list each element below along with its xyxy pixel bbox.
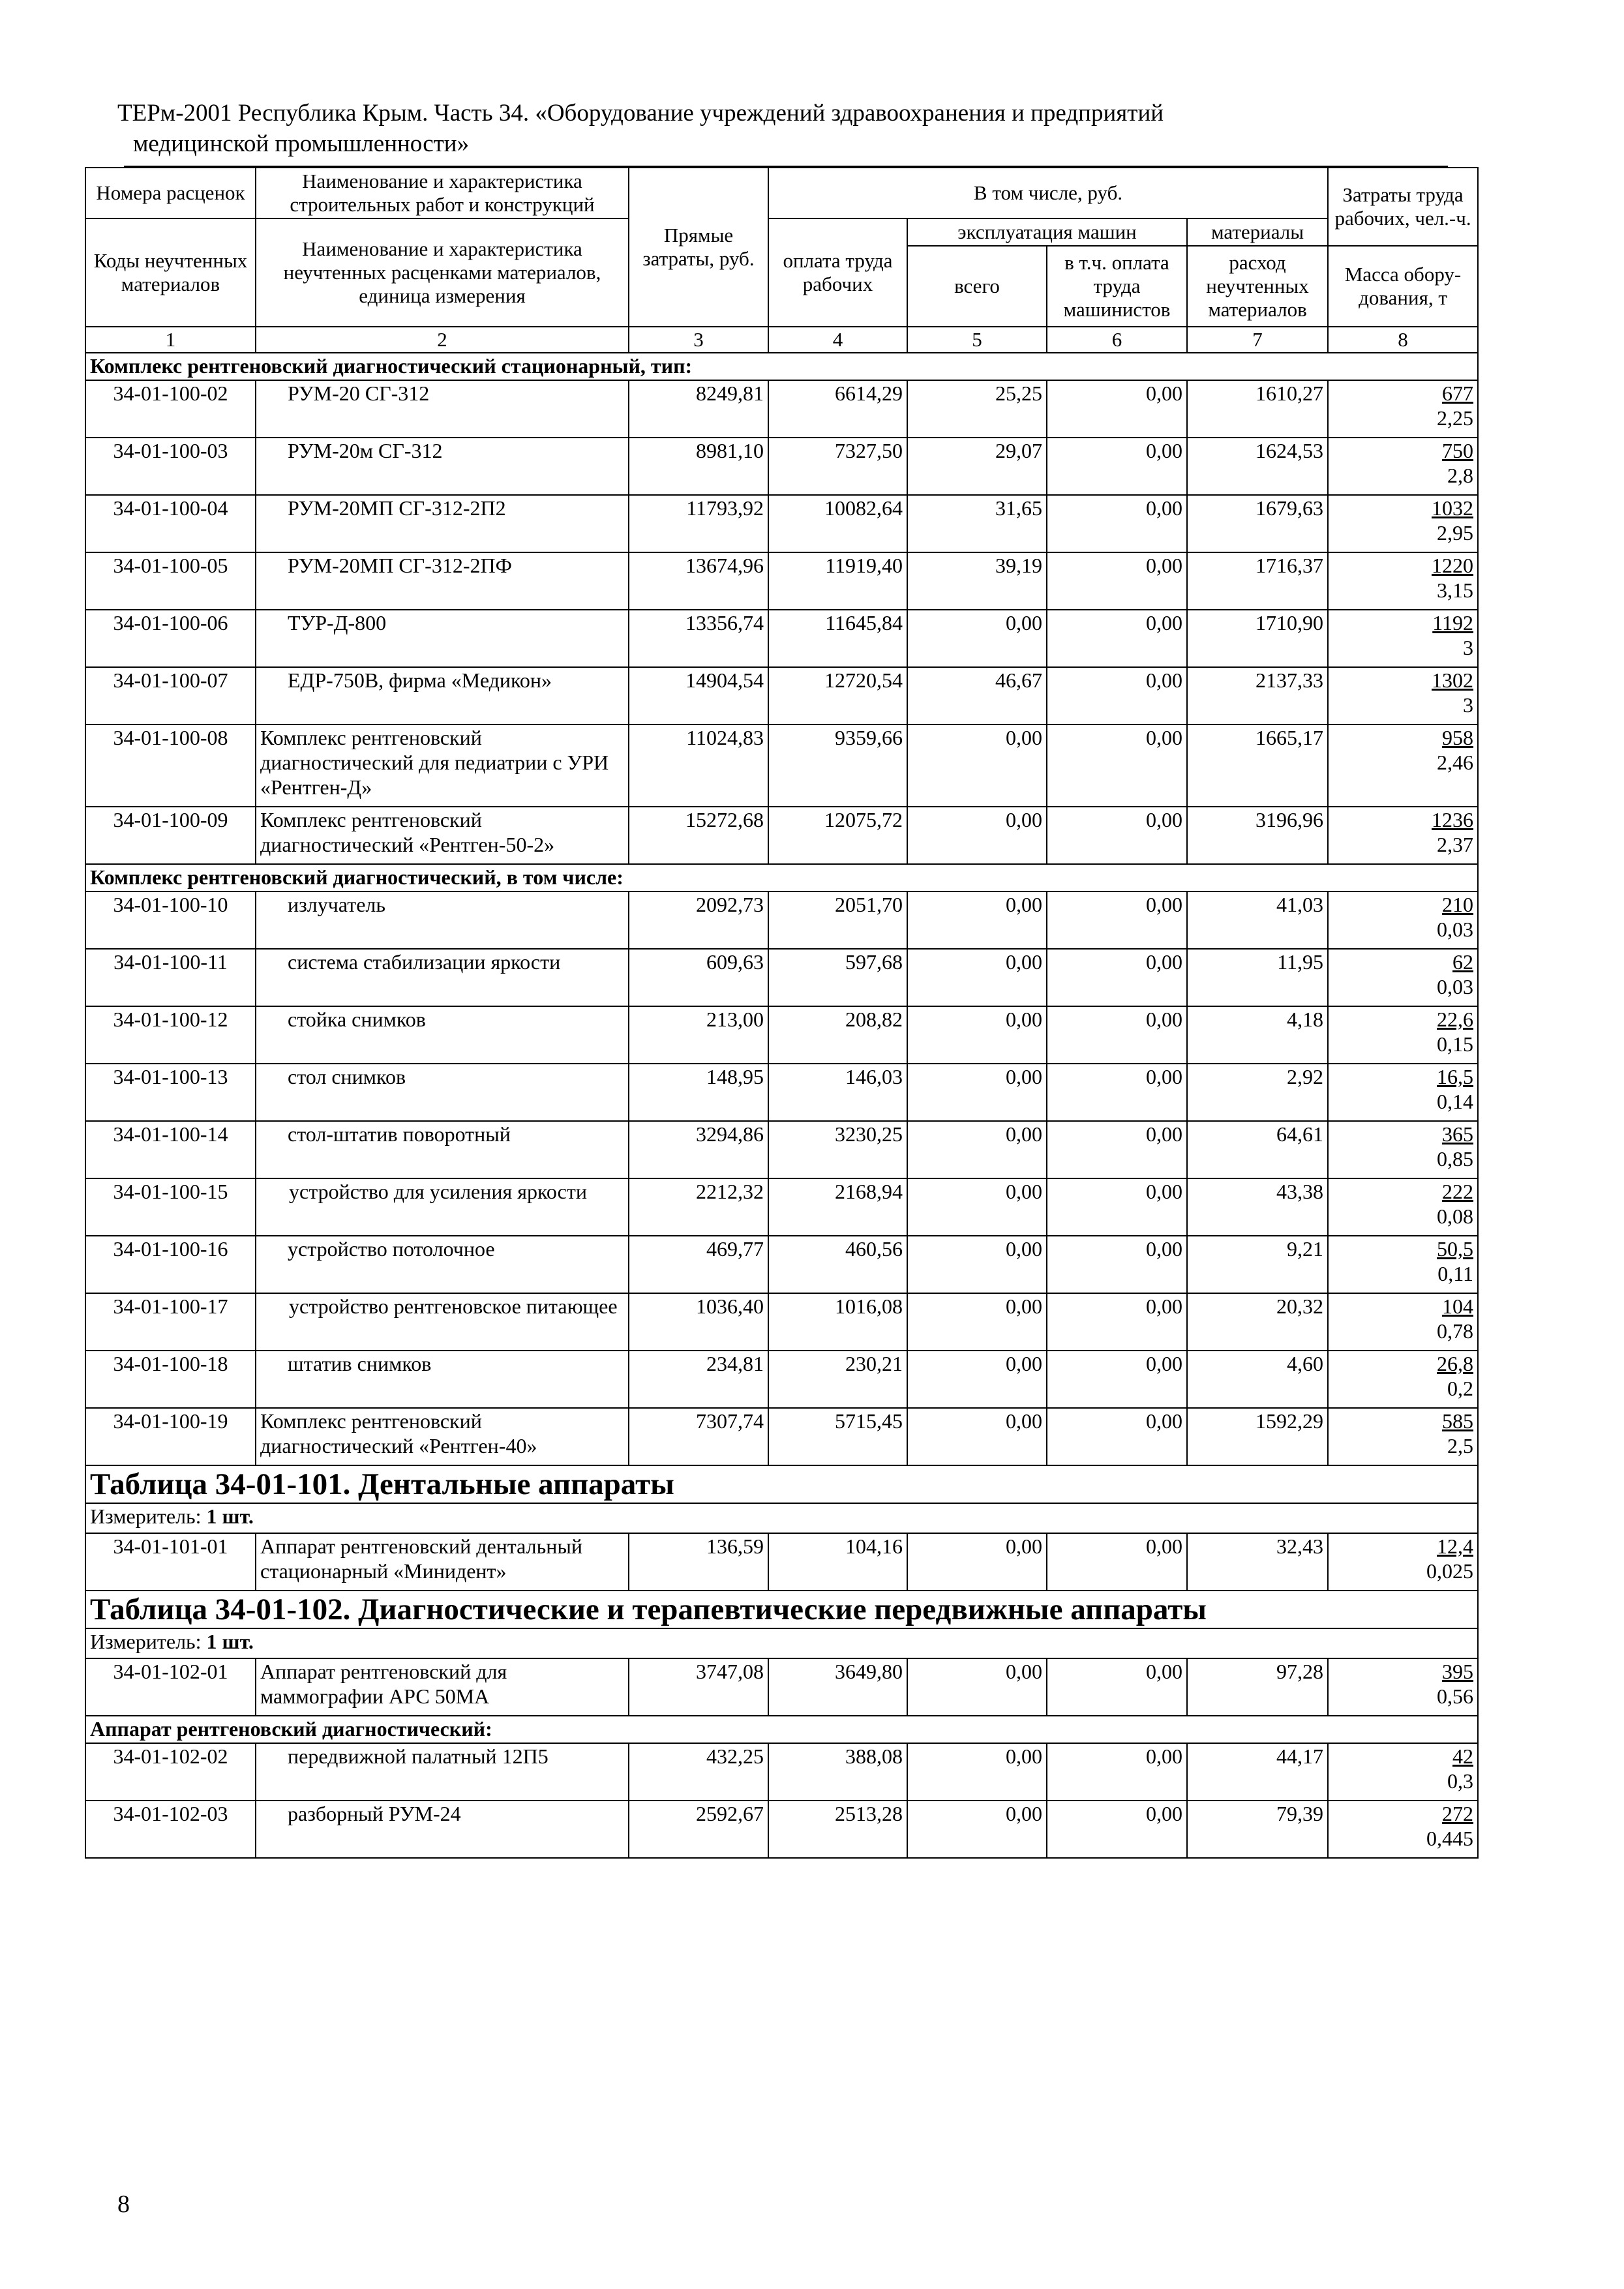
equipment-mass: 2,46 (1437, 751, 1474, 774)
rate-name: Аппарат рентгеновский для маммографии АРС 50МА (256, 1658, 629, 1716)
equipment-mass: 0,85 (1437, 1147, 1474, 1171)
labor-hours: 272 (1442, 1802, 1474, 1825)
rate-name: стол снимков (256, 1064, 629, 1121)
rate-name: разборный РУМ-24 (256, 1801, 629, 1858)
meter (85, 1503, 1478, 1533)
section-heading-row (85, 1716, 1478, 1743)
direct-costs: 2592,67 (629, 1801, 768, 1858)
labor-mass-cell (1328, 949, 1478, 1006)
materials: 1710,90 (1187, 610, 1328, 667)
labor-hours: 42 (1452, 1744, 1474, 1768)
rate-code: 34-01-100-02 (85, 380, 256, 438)
direct-costs: 432,25 (629, 1743, 768, 1801)
machines-total: 46,67 (907, 667, 1047, 725)
table-title: Таблица 34-01-101. Дентальные аппараты (85, 1465, 1478, 1503)
rate-name: стойка снимков (256, 1006, 629, 1064)
col8-top: Затраты труда рабочих, чел.-ч. (1328, 168, 1478, 246)
rate-name: устройство потолочное (256, 1236, 629, 1293)
machines-total: 0,00 (907, 1293, 1047, 1351)
rate-code: 34-01-100-16 (85, 1236, 256, 1293)
direct-costs: 609,63 (629, 949, 768, 1006)
exp-header: эксплуатация машин (907, 218, 1187, 246)
labor-mass-cell (1328, 1006, 1478, 1064)
materials: 44,17 (1187, 1743, 1328, 1801)
rate-name: передвижной палатный 12П5 (256, 1743, 629, 1801)
labor-hours: 50,5 (1437, 1237, 1474, 1261)
labor-mass-cell (1328, 1743, 1478, 1801)
rate-name: система стабилизации яркости (256, 949, 629, 1006)
column-number: 6 (1047, 327, 1187, 353)
direct-costs: 3294,86 (629, 1121, 768, 1178)
machinist-pay: 0,00 (1047, 1743, 1187, 1801)
machinist-pay: 0,00 (1047, 1351, 1187, 1408)
labor-pay: 146,03 (768, 1064, 907, 1121)
column-number: 7 (1187, 327, 1328, 353)
labor-mass-cell (1328, 1178, 1478, 1236)
equipment-mass: 2,8 (1447, 464, 1474, 487)
rate-name: РУМ-20МП СГ-312-2ПФ (256, 552, 629, 610)
direct-costs: 11793,92 (629, 495, 768, 552)
labor-mass-cell (1328, 495, 1478, 552)
machines-total: 0,00 (907, 1006, 1047, 1064)
section-heading-row (85, 353, 1478, 380)
equipment-mass: 3,15 (1437, 578, 1474, 602)
labor-hours: 395 (1442, 1660, 1474, 1683)
machines-total: 0,00 (907, 1121, 1047, 1178)
labor-mass-cell (1328, 807, 1478, 864)
machinist-pay: 0,00 (1047, 1236, 1187, 1293)
direct-costs: 2212,32 (629, 1178, 768, 1236)
materials: 4,60 (1187, 1351, 1328, 1408)
rate-name: Комплекс рентгеновский диагностический «Рентген-40» (256, 1408, 629, 1465)
table-row (85, 807, 1478, 864)
labor-mass-cell (1328, 891, 1478, 949)
table-title-row (85, 1591, 1478, 1628)
labor-hours: 12,4 (1437, 1534, 1474, 1558)
machinist-pay: 0,00 (1047, 552, 1187, 610)
rate-name: стол-штатив поворотный (256, 1121, 629, 1178)
rate-code: 34-01-101-01 (85, 1533, 256, 1591)
machinist-pay: 0,00 (1047, 1293, 1187, 1351)
labor-mass-cell (1328, 380, 1478, 438)
machinist-pay: 0,00 (1047, 495, 1187, 552)
direct-costs: 15272,68 (629, 807, 768, 864)
table-row (85, 1743, 1478, 1801)
labor-mass-cell (1328, 1121, 1478, 1178)
table-row (85, 1293, 1478, 1351)
equipment-mass: 0,3 (1447, 1769, 1474, 1793)
rate-code: 34-01-100-18 (85, 1351, 256, 1408)
machines-total: 0,00 (907, 1236, 1047, 1293)
rate-code: 34-01-100-07 (85, 667, 256, 725)
col7-header: расход неучтенных материалов (1187, 246, 1328, 327)
labor-mass-cell (1328, 610, 1478, 667)
table-title: Таблица 34-01-102. Диагностические и терапевтические передвижные аппараты (85, 1591, 1478, 1628)
table-row (85, 495, 1478, 552)
labor-pay: 10082,64 (768, 495, 907, 552)
rate-name: излучатель (256, 891, 629, 949)
col1-bottom: Коды неучтенных материалов (85, 218, 256, 327)
table-row (85, 1064, 1478, 1121)
machines-total: 0,00 (907, 725, 1047, 807)
document-header (117, 98, 1454, 159)
machinist-pay: 0,00 (1047, 949, 1187, 1006)
labor-hours: 365 (1442, 1122, 1474, 1146)
machines-total: 0,00 (907, 1178, 1047, 1236)
labor-mass-cell (1328, 1064, 1478, 1121)
rate-code: 34-01-100-14 (85, 1121, 256, 1178)
rate-name: РУМ-20м СГ-312 (256, 438, 629, 495)
labor-hours: 958 (1442, 726, 1474, 749)
table-row (85, 1236, 1478, 1293)
labor-mass-cell (1328, 1351, 1478, 1408)
machines-total: 0,00 (907, 891, 1047, 949)
labor-hours: 104 (1442, 1294, 1474, 1318)
equipment-mass: 0,03 (1437, 918, 1474, 941)
materials: 3196,96 (1187, 807, 1328, 864)
equipment-mass: 0,11 (1437, 1262, 1474, 1285)
table-row (85, 949, 1478, 1006)
rate-code: 34-01-100-04 (85, 495, 256, 552)
col5-header: всего (907, 246, 1047, 327)
rate-name: штатив снимков (256, 1351, 629, 1408)
machines-total: 0,00 (907, 949, 1047, 1006)
machinist-pay: 0,00 (1047, 725, 1187, 807)
rate-code: 34-01-100-05 (85, 552, 256, 610)
equipment-mass: 3 (1463, 636, 1474, 659)
table-body (85, 353, 1478, 1858)
table-row (85, 1178, 1478, 1236)
rate-code: 34-01-100-03 (85, 438, 256, 495)
meter-label: Измеритель: (90, 1630, 202, 1653)
labor-pay: 12075,72 (768, 807, 907, 864)
machines-total: 0,00 (907, 1801, 1047, 1858)
rate-code: 34-01-100-08 (85, 725, 256, 807)
equipment-mass: 0,56 (1437, 1684, 1474, 1708)
machinist-pay: 0,00 (1047, 1006, 1187, 1064)
rate-code: 34-01-102-03 (85, 1801, 256, 1858)
machines-total: 29,07 (907, 438, 1047, 495)
direct-costs: 8981,10 (629, 438, 768, 495)
table-row (85, 610, 1478, 667)
labor-pay: 6614,29 (768, 380, 907, 438)
rate-code: 34-01-100-06 (85, 610, 256, 667)
direct-costs: 213,00 (629, 1006, 768, 1064)
page-number: 8 (117, 2191, 130, 2218)
machinist-pay: 0,00 (1047, 1064, 1187, 1121)
labor-pay: 11645,84 (768, 610, 907, 667)
machines-total: 0,00 (907, 610, 1047, 667)
table-row (85, 667, 1478, 725)
machines-total: 0,00 (907, 1064, 1047, 1121)
materials: 1665,17 (1187, 725, 1328, 807)
labor-hours: 1302 (1432, 668, 1474, 692)
rate-name: Аппарат рентгеновский дентальный стационарный «Минидент» (256, 1533, 629, 1591)
materials: 41,03 (1187, 891, 1328, 949)
equipment-mass: 2,95 (1437, 521, 1474, 545)
labor-mass-cell (1328, 438, 1478, 495)
labor-mass-cell (1328, 1801, 1478, 1858)
section-heading-row (85, 864, 1478, 891)
materials: 4,18 (1187, 1006, 1328, 1064)
direct-costs: 13674,96 (629, 552, 768, 610)
machines-total: 0,00 (907, 1658, 1047, 1716)
rate-code: 34-01-100-10 (85, 891, 256, 949)
column-number: 8 (1328, 327, 1478, 353)
col2-bottom: Наименование и характеристика неучтенных расценками материалов, единица измерения (256, 218, 629, 327)
labor-mass-cell (1328, 667, 1478, 725)
labor-hours: 210 (1442, 893, 1474, 916)
machinist-pay: 0,00 (1047, 380, 1187, 438)
table-head (85, 168, 1478, 353)
equipment-mass: 0,2 (1447, 1377, 1474, 1400)
table-row (85, 438, 1478, 495)
labor-hours: 750 (1442, 439, 1474, 462)
meter-value: 1 шт. (206, 1630, 254, 1653)
table-row (85, 1658, 1478, 1716)
labor-hours: 585 (1442, 1409, 1474, 1433)
machines-total: 0,00 (907, 1743, 1047, 1801)
table-row (85, 1533, 1478, 1591)
rate-code: 34-01-100-19 (85, 1408, 256, 1465)
machinist-pay: 0,00 (1047, 1801, 1187, 1858)
labor-pay: 3230,25 (768, 1121, 907, 1178)
direct-costs: 1036,40 (629, 1293, 768, 1351)
materials: 32,43 (1187, 1533, 1328, 1591)
table-row (85, 1801, 1478, 1858)
equipment-mass: 3 (1463, 693, 1474, 717)
machinist-pay: 0,00 (1047, 1408, 1187, 1465)
labor-pay: 12720,54 (768, 667, 907, 725)
materials: 1610,27 (1187, 380, 1328, 438)
materials: 9,21 (1187, 1236, 1328, 1293)
materials: 2,92 (1187, 1064, 1328, 1121)
machinist-pay: 0,00 (1047, 807, 1187, 864)
rate-code: 34-01-100-09 (85, 807, 256, 864)
col6-header: в т.ч. оплата труда машинистов (1047, 246, 1187, 327)
column-numbers-row (85, 327, 1478, 353)
labor-pay: 230,21 (768, 1351, 907, 1408)
section-heading: Комплекс рентгеновский диагностический стационарный, тип: (85, 353, 1478, 380)
direct-costs: 11024,83 (629, 725, 768, 807)
materials: 1716,37 (1187, 552, 1328, 610)
machines-total: 0,00 (907, 1533, 1047, 1591)
labor-mass-cell (1328, 1293, 1478, 1351)
machinist-pay: 0,00 (1047, 667, 1187, 725)
machinist-pay: 0,00 (1047, 1178, 1187, 1236)
table-title-row (85, 1465, 1478, 1503)
materials: 97,28 (1187, 1658, 1328, 1716)
rate-name: Комплекс рентгеновский диагностический «Рентген-50-2» (256, 807, 629, 864)
direct-costs: 469,77 (629, 1236, 768, 1293)
machinist-pay: 0,00 (1047, 438, 1187, 495)
labor-pay: 2051,70 (768, 891, 907, 949)
rate-code: 34-01-100-17 (85, 1293, 256, 1351)
materials: 1624,53 (1187, 438, 1328, 495)
machines-total: 0,00 (907, 807, 1047, 864)
col2-top: Наименование и характеристика строительных работ и конструкций (256, 168, 629, 218)
rate-name: ТУР-Д-800 (256, 610, 629, 667)
table-row (85, 725, 1478, 807)
labor-hours: 1236 (1432, 808, 1474, 831)
equipment-mass: 0,15 (1437, 1032, 1474, 1056)
materials: 20,32 (1187, 1293, 1328, 1351)
machinist-pay: 0,00 (1047, 1533, 1187, 1591)
direct-costs: 136,59 (629, 1533, 768, 1591)
rates-table (85, 167, 1479, 1859)
table-row (85, 380, 1478, 438)
rate-code: 34-01-100-11 (85, 949, 256, 1006)
col1-top: Номера расценок (85, 168, 256, 218)
labor-pay: 1016,08 (768, 1293, 907, 1351)
rate-name: РУМ-20 СГ-312 (256, 380, 629, 438)
materials: 2137,33 (1187, 667, 1328, 725)
column-number: 5 (907, 327, 1047, 353)
equipment-mass: 0,025 (1426, 1559, 1474, 1583)
equipment-mass: 2,37 (1437, 833, 1474, 856)
direct-costs: 234,81 (629, 1351, 768, 1408)
direct-costs: 3747,08 (629, 1658, 768, 1716)
table-row (85, 1408, 1478, 1465)
materials: 64,61 (1187, 1121, 1328, 1178)
col3-header: Прямые затраты, руб. (629, 168, 768, 327)
materials: 1679,63 (1187, 495, 1328, 552)
labor-pay: 5715,45 (768, 1408, 907, 1465)
equipment-mass: 0,03 (1437, 975, 1474, 998)
direct-costs: 13356,74 (629, 610, 768, 667)
equipment-mass: 0,445 (1426, 1827, 1474, 1850)
column-number: 2 (256, 327, 629, 353)
labor-mass-cell (1328, 552, 1478, 610)
equipment-mass: 0,78 (1437, 1319, 1474, 1343)
labor-pay: 7327,50 (768, 438, 907, 495)
labor-hours: 22,6 (1437, 1008, 1474, 1031)
table-row (85, 552, 1478, 610)
direct-costs: 8249,81 (629, 380, 768, 438)
labor-hours: 26,8 (1437, 1352, 1474, 1375)
direct-costs: 14904,54 (629, 667, 768, 725)
labor-hours: 62 (1452, 950, 1474, 974)
labor-pay: 208,82 (768, 1006, 907, 1064)
machines-total: 0,00 (907, 1408, 1047, 1465)
direct-costs: 148,95 (629, 1064, 768, 1121)
machinist-pay: 0,00 (1047, 1121, 1187, 1178)
labor-pay: 11919,40 (768, 552, 907, 610)
rate-code: 34-01-100-13 (85, 1064, 256, 1121)
materials: 1592,29 (1187, 1408, 1328, 1465)
meter-value: 1 шт. (206, 1504, 254, 1528)
header-line-1: ТЕРм-2001 Республика Крым. Часть 34. «Оборудование учреждений здравоохранения и предприятий (117, 100, 1164, 127)
meter-row (85, 1503, 1478, 1533)
machinist-pay: 0,00 (1047, 1658, 1187, 1716)
table-row (85, 1351, 1478, 1408)
labor-mass-cell (1328, 725, 1478, 807)
equipment-mass: 2,25 (1437, 406, 1474, 430)
header-line-2: медицинской промышленности» (133, 130, 470, 157)
machines-total: 0,00 (907, 1351, 1047, 1408)
mat-header: материалы (1187, 218, 1328, 246)
labor-pay: 460,56 (768, 1236, 907, 1293)
rate-name: Комплекс рентгеновский диагностический для педиатрии с УРИ «Рентген-Д» (256, 725, 629, 807)
labor-pay: 597,68 (768, 949, 907, 1006)
direct-costs: 2092,73 (629, 891, 768, 949)
col8-bottom: Масса обору-дования, т (1328, 246, 1478, 327)
labor-mass-cell (1328, 1533, 1478, 1591)
machinist-pay: 0,00 (1047, 610, 1187, 667)
rate-code: 34-01-100-15 (85, 1178, 256, 1236)
labor-pay: 388,08 (768, 1743, 907, 1801)
labor-hours: 16,5 (1437, 1065, 1474, 1088)
table-row (85, 891, 1478, 949)
labor-mass-cell (1328, 1408, 1478, 1465)
meter (85, 1628, 1478, 1658)
labor-pay: 2513,28 (768, 1801, 907, 1858)
machines-total: 31,65 (907, 495, 1047, 552)
column-number: 3 (629, 327, 768, 353)
labor-hours: 1192 (1432, 611, 1474, 635)
table-row (85, 1006, 1478, 1064)
rate-name: устройство для усиления яркости (256, 1178, 629, 1236)
machines-total: 25,25 (907, 380, 1047, 438)
labor-pay: 104,16 (768, 1533, 907, 1591)
column-number: 4 (768, 327, 907, 353)
section-heading: Комплекс рентгеновский диагностический, в том числе: (85, 864, 1478, 891)
rate-name: ЕДР-750В, фирма «Медикон» (256, 667, 629, 725)
materials: 43,38 (1187, 1178, 1328, 1236)
rate-code: 34-01-100-12 (85, 1006, 256, 1064)
labor-hours: 222 (1442, 1180, 1474, 1203)
machinist-pay: 0,00 (1047, 891, 1187, 949)
labor-hours: 1032 (1432, 496, 1474, 520)
equipment-mass: 0,08 (1437, 1204, 1474, 1228)
materials: 79,39 (1187, 1801, 1328, 1858)
column-number: 1 (85, 327, 256, 353)
col4-header: оплата труда рабочих (768, 218, 907, 327)
rate-name: устройство рентгеновское питающее (256, 1293, 629, 1351)
materials: 11,95 (1187, 949, 1328, 1006)
direct-costs: 7307,74 (629, 1408, 768, 1465)
labor-pay: 9359,66 (768, 725, 907, 807)
equipment-mass: 2,5 (1447, 1434, 1474, 1458)
table-row (85, 1121, 1478, 1178)
meter-label: Измеритель: (90, 1504, 202, 1528)
rate-name: РУМ-20МП СГ-312-2П2 (256, 495, 629, 552)
rate-code: 34-01-102-01 (85, 1658, 256, 1716)
labor-hours: 677 (1442, 382, 1474, 405)
meter-row (85, 1628, 1478, 1658)
machines-total: 39,19 (907, 552, 1047, 610)
section-heading: Аппарат рентгеновский диагностический: (85, 1716, 1478, 1743)
labor-hours: 1220 (1432, 554, 1474, 577)
rate-code: 34-01-102-02 (85, 1743, 256, 1801)
labor-pay: 3649,80 (768, 1658, 907, 1716)
labor-pay: 2168,94 (768, 1178, 907, 1236)
incl-header: В том числе, руб. (768, 168, 1328, 218)
equipment-mass: 0,14 (1437, 1090, 1474, 1113)
labor-mass-cell (1328, 1236, 1478, 1293)
labor-mass-cell (1328, 1658, 1478, 1716)
